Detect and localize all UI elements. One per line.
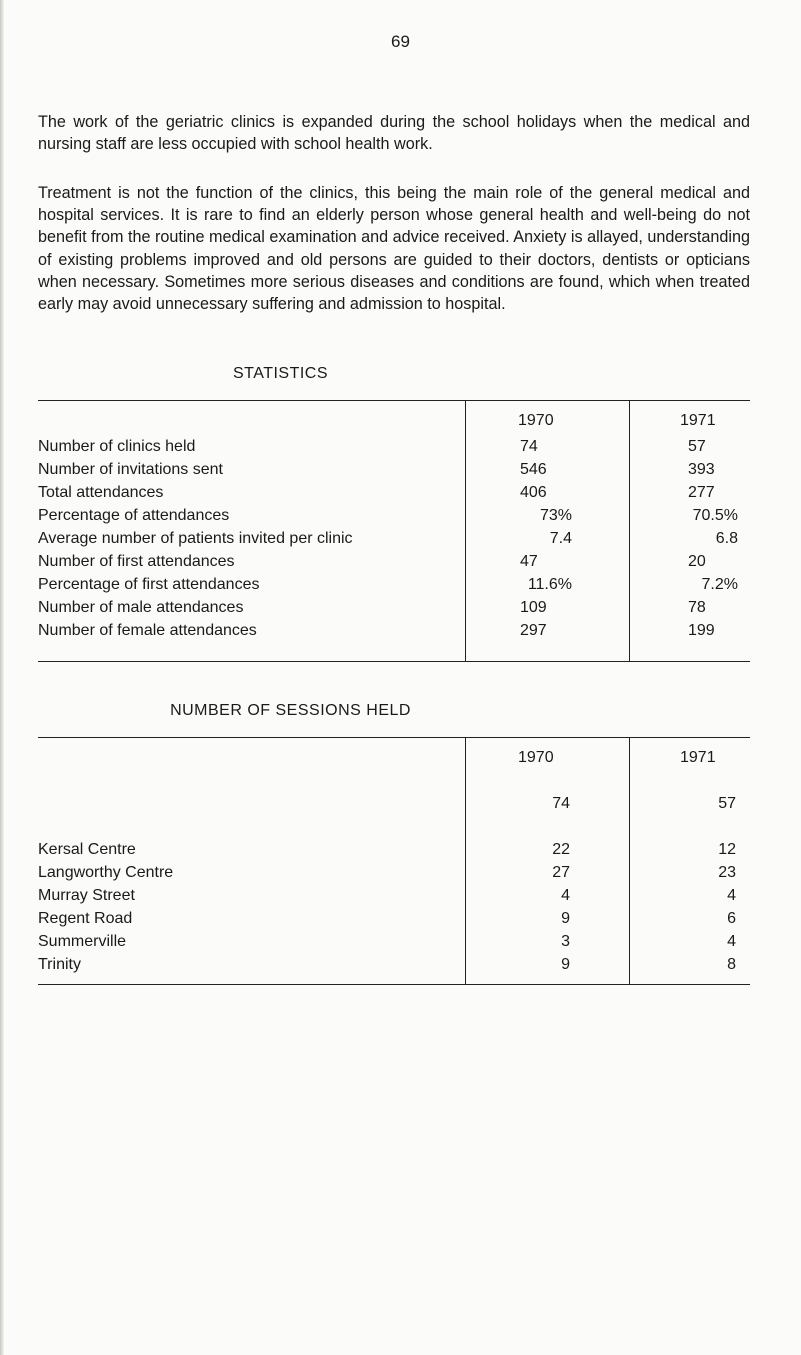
value-1971: 199 <box>688 622 715 639</box>
statistics-table <box>38 400 750 662</box>
value-1971: 4 <box>727 933 736 950</box>
table-row <box>38 553 750 575</box>
table-row <box>38 841 750 863</box>
table-header-row <box>38 749 750 771</box>
value-1970: 406 <box>520 484 547 501</box>
table-row <box>38 461 750 483</box>
table-row <box>38 622 750 644</box>
sessions-heading: NUMBER OF SESSIONS HELD <box>170 702 411 719</box>
value-1971: 57 <box>688 438 706 455</box>
totals-row <box>38 795 750 817</box>
total-1971: 57 <box>718 795 736 812</box>
table-row <box>38 933 750 955</box>
table-row <box>38 599 750 621</box>
paragraph-treatment: Treatment is not the function of the clinics, this being the main role of the general medical and hospital services. It is rare to find an elderly person whose general health and well-being do not benefit from the routine medical examination and advice received. Anxiety is allayed, understanding of existing problems improved and old persons are guided to their doctors, dentists or opticians when necessary. Sometimes more serious diseases and conditions are found, which when treated early may avoid unnecessary suffering and admission to hospital. <box>38 184 750 314</box>
row-label: Total attendances <box>38 484 164 501</box>
value-1971: 4 <box>727 887 736 904</box>
value-1970: 74 <box>520 438 538 455</box>
row-label: Percentage of first attendances <box>38 576 260 593</box>
row-label: Murray Street <box>38 887 135 904</box>
value-1971: 277 <box>688 484 715 501</box>
row-label: Kersal Centre <box>38 841 136 858</box>
table-bottom-rule <box>38 984 750 985</box>
row-label: Percentage of attendances <box>38 507 230 524</box>
row-label: Regent Road <box>38 910 133 927</box>
value-1971: 78 <box>688 599 706 616</box>
value-1970: 3 <box>561 933 570 950</box>
value-1971: 23 <box>718 864 736 881</box>
value-1970: 27 <box>552 864 570 881</box>
value-1971: 70.5% <box>692 507 738 524</box>
table-top-rule <box>38 400 750 401</box>
table-row <box>38 576 750 598</box>
row-label: Trinity <box>38 956 81 973</box>
value-1970: 109 <box>520 599 547 616</box>
page-number: 69 <box>391 32 410 51</box>
value-1971: 7.2% <box>701 576 738 593</box>
table-row <box>38 438 750 460</box>
row-label: Number of clinics held <box>38 438 196 455</box>
table-bottom-rule <box>38 661 750 662</box>
row-label: Number of male attendances <box>38 599 244 616</box>
value-1971: 6 <box>727 910 736 927</box>
value-1971: 12 <box>718 841 736 858</box>
value-1970: 9 <box>561 910 570 927</box>
row-label: Summerville <box>38 933 127 950</box>
table-row <box>38 530 750 552</box>
value-1970: 7.4 <box>549 530 572 547</box>
table-row <box>38 484 750 506</box>
value-1970: 11.6% <box>527 576 572 593</box>
sessions-table <box>38 737 750 985</box>
value-1971: 20 <box>688 553 706 570</box>
row-label: Average number of patients invited per clinic <box>38 530 353 547</box>
row-label: Number of female attendances <box>38 622 257 639</box>
value-1971: 6.8 <box>715 530 738 547</box>
table-top-rule <box>38 737 750 738</box>
total-1970: 74 <box>552 795 570 812</box>
table-header-row <box>38 412 750 434</box>
value-1970: 4 <box>561 887 570 904</box>
column-header-1971: 1971 <box>680 749 716 766</box>
value-1971: 393 <box>688 461 715 478</box>
column-header-1971: 1971 <box>680 412 716 429</box>
column-header-1970: 1970 <box>518 749 554 766</box>
paragraph-school-holidays: The work of the geriatric clinics is expanded during the school holidays when the medical and nursing staff are less occupied with school health work. <box>38 113 750 154</box>
row-label: Langworthy Centre <box>38 864 174 881</box>
table-row <box>38 910 750 932</box>
value-1970: 546 <box>520 461 547 478</box>
value-1970: 9 <box>561 956 570 973</box>
row-label: Number of invitations sent <box>38 461 223 478</box>
row-label: Number of first attendances <box>38 553 235 570</box>
value-1970: 22 <box>552 841 570 858</box>
page-edge-shadow <box>0 0 4 1355</box>
table-row <box>38 507 750 529</box>
table-row <box>38 864 750 886</box>
table-row <box>38 956 750 978</box>
value-1970: 297 <box>520 622 547 639</box>
table-row <box>38 887 750 909</box>
statistics-heading: STATISTICS <box>232 365 329 382</box>
column-header-1970: 1970 <box>518 412 554 429</box>
value-1970: 47 <box>520 553 538 570</box>
value-1971: 8 <box>727 956 736 973</box>
value-1970: 73% <box>539 507 572 524</box>
